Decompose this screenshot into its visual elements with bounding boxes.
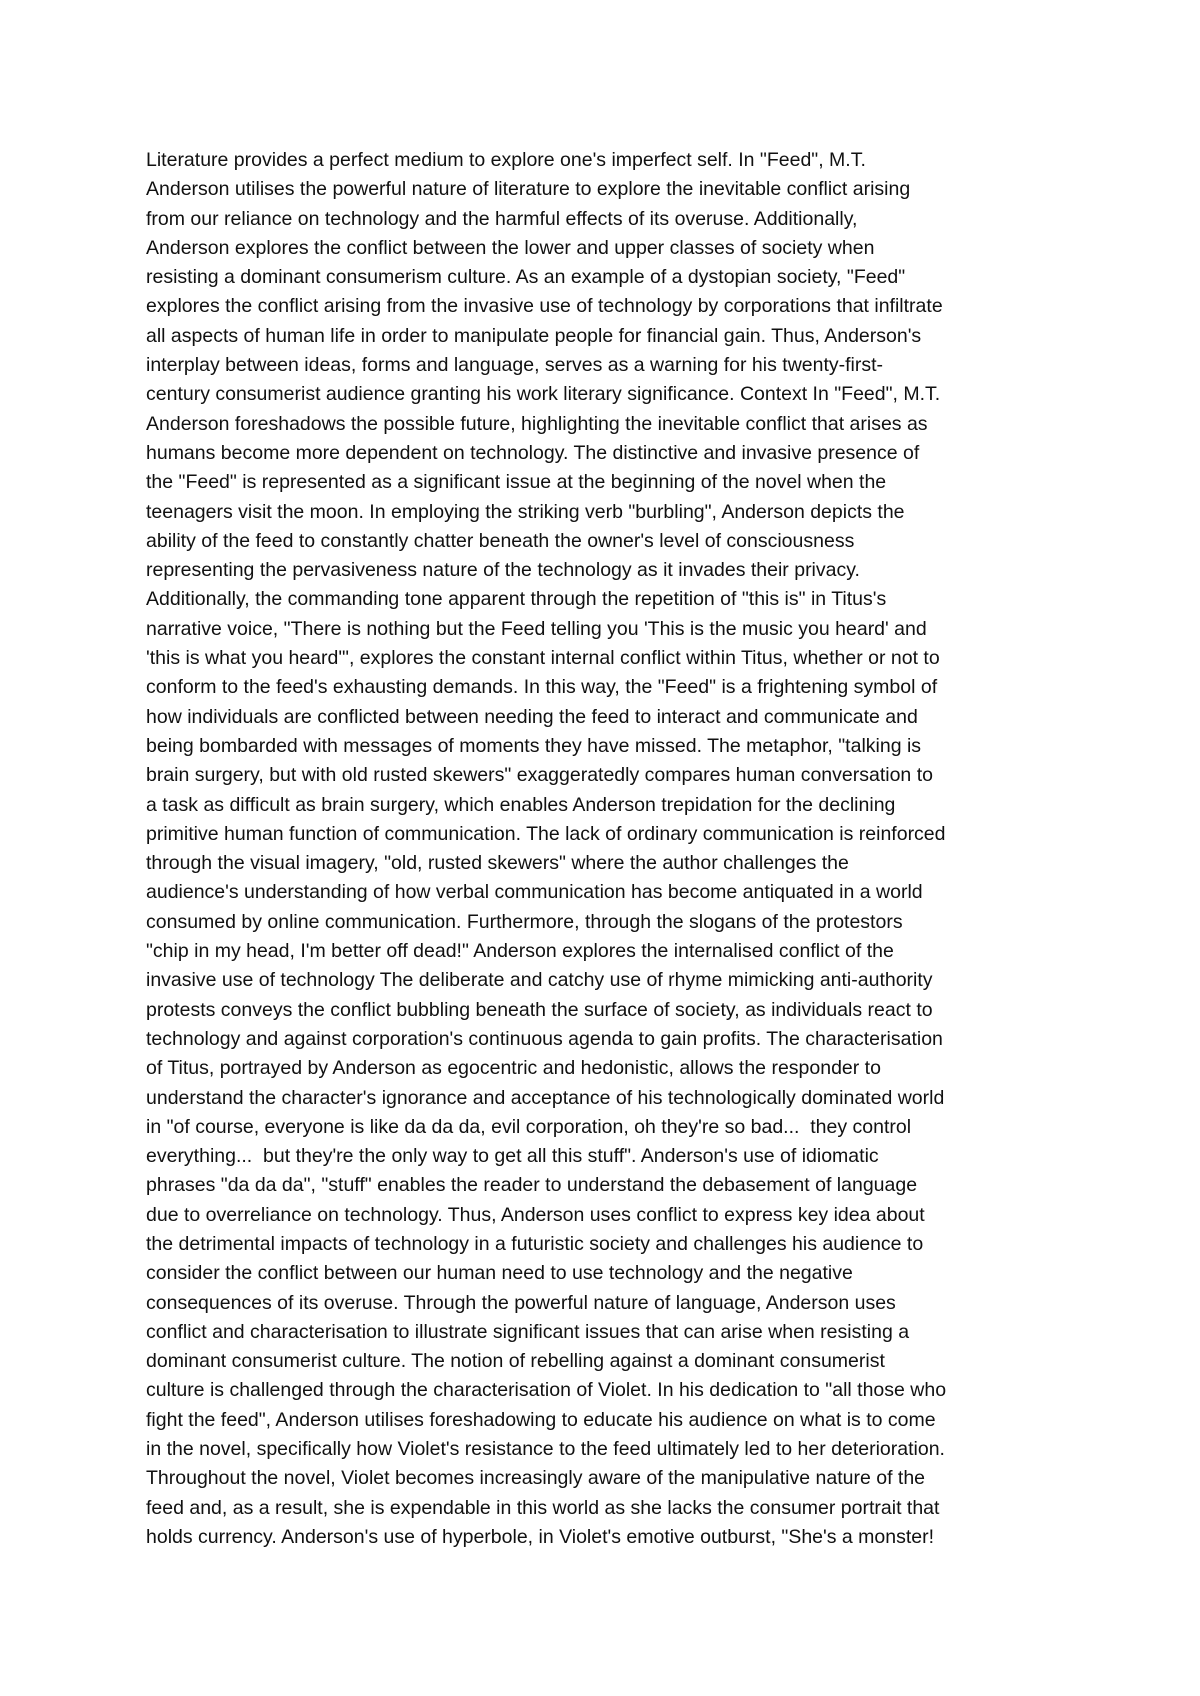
text-line: resisting a dominant consumerism culture. As an example of a dystopian society, "Feed" [146, 266, 906, 289]
text-line: narrative voice, "There is nothing but the Feed telling you 'This is the music you heard' and [146, 617, 927, 640]
text-line: audience's understanding of how verbal communication has become antiquated in a world [146, 881, 923, 904]
text-line: conflict and characterisation to illustrate significant issues that can arise when resisting a [146, 1320, 910, 1343]
text-line: humans become more dependent on technology. The distinctive and invasive presence of [146, 441, 920, 464]
text-line: phrases "da da da", "stuff" enables the reader to understand the debasement of language [146, 1174, 918, 1197]
text-line: representing the pervasiveness nature of the technology as it invades their privacy. [146, 559, 860, 582]
text-line: the "Feed" is represented as a significant issue at the beginning of the novel when the [146, 471, 887, 494]
text-line: protests conveys the conflict bubbling beneath the surface of society, as individuals react to [146, 998, 933, 1021]
text-line: of Titus, portrayed by Anderson as egocentric and hedonistic, allows the responder to [146, 1057, 881, 1080]
text-line: technology and against corporation's continuous agenda to gain profits. The characterisation [146, 1027, 943, 1050]
text-line: ability of the feed to constantly chatter beneath the owner's level of consciousness [146, 529, 855, 552]
text-line: in "of course, everyone is like da da da, evil corporation, oh they're so bad... they control [146, 1115, 912, 1138]
text-line: everything... but they're the only way to get all this stuff". Anderson's use of idiomatic [146, 1145, 879, 1168]
text-line: consumed by online communication. Furthermore, through the slogans of the protestors [146, 910, 903, 933]
text-line: all aspects of human life in order to manipulate people for financial gain. Thus, Anderson's [146, 324, 922, 347]
text-line: brain surgery, but with old rusted skewers" exaggeratedly compares human conversation to [146, 764, 933, 787]
text-line: Anderson foreshadows the possible future, highlighting the inevitable conflict that arises as [146, 412, 928, 435]
text-line: understand the character's ignorance and acceptance of his technologically dominated world [146, 1086, 945, 1109]
text-line: teenagers visit the moon. In employing the striking verb "burbling", Anderson depicts the [146, 500, 905, 523]
text-line: in the novel, specifically how Violet's resistance to the feed ultimately led to her deterioration. [146, 1438, 945, 1461]
essay-paragraph [146, 146, 1066, 1552]
text-line: primitive human function of communication. The lack of ordinary communication is reinforced [146, 822, 946, 845]
text-line: the detrimental impacts of technology in a futuristic society and challenges his audience to [146, 1232, 924, 1255]
text-line: through the visual imagery, "old, rusted skewers" where the author challenges the [146, 852, 849, 875]
text-line: from our reliance on technology and the harmful effects of its overuse. Additionally, [146, 207, 858, 230]
text-line: dominant consumerist culture. The notion of rebelling against a dominant consumerist [146, 1350, 885, 1373]
text-line: how individuals are conflicted between needing the feed to interact and communicate and [146, 705, 918, 728]
text-line: conform to the feed's exhausting demands. In this way, the "Feed" is a frightening symbol of [146, 676, 938, 699]
text-line: explores the conflict arising from the invasive use of technology by corporations that infiltrate [146, 295, 943, 318]
text-line: "chip in my head, I'm better off dead!" Anderson explores the internalised conflict of the [146, 940, 894, 963]
text-line: Anderson utilises the powerful nature of literature to explore the inevitable conflict arising [146, 178, 911, 201]
text-line: holds currency. Anderson's use of hyperbole, in Violet's emotive outburst, "She's a monster! [146, 1525, 935, 1548]
text-line: feed and, as a result, she is expendable in this world as she lacks the consumer portrait that [146, 1496, 940, 1519]
text-line: due to overreliance on technology. Thus, Anderson uses conflict to express key idea about [146, 1203, 925, 1226]
text-line: consequences of its overuse. Through the powerful nature of language, Anderson uses [146, 1291, 896, 1314]
text-line: a task as difficult as brain surgery, which enables Anderson trepidation for the declining [146, 793, 896, 816]
text-line: being bombarded with messages of moments they have missed. The metaphor, "talking is [146, 734, 922, 757]
text-line: Literature provides a perfect medium to explore one's imperfect self. In "Feed", M.T. [146, 149, 866, 171]
text-line: invasive use of technology The deliberate and catchy use of rhyme mimicking anti-authority [146, 969, 933, 992]
text-line: century consumerist audience granting his work literary significance. Context In "Feed", M.T. [146, 383, 941, 406]
text-line: Anderson explores the conflict between the lower and upper classes of society when [146, 236, 875, 259]
text-line: interplay between ideas, forms and language, serves as a warning for his twenty-first- [146, 354, 884, 377]
text-line: Throughout the novel, Violet becomes increasingly aware of the manipulative nature of the [146, 1467, 926, 1490]
text-line: 'this is what you heard'", explores the constant internal conflict within Titus, whether or not to [146, 647, 940, 670]
text-line: fight the feed", Anderson utilises foreshadowing to educate his audience on what is to come [146, 1408, 936, 1431]
text-line: Additionally, the commanding tone apparent through the repetition of "this is" in Titus's [146, 588, 887, 611]
text-line: culture is challenged through the characterisation of Violet. In his dedication to "all those who [146, 1379, 947, 1402]
text-line: consider the conflict between our human need to use technology and the negative [146, 1262, 853, 1285]
